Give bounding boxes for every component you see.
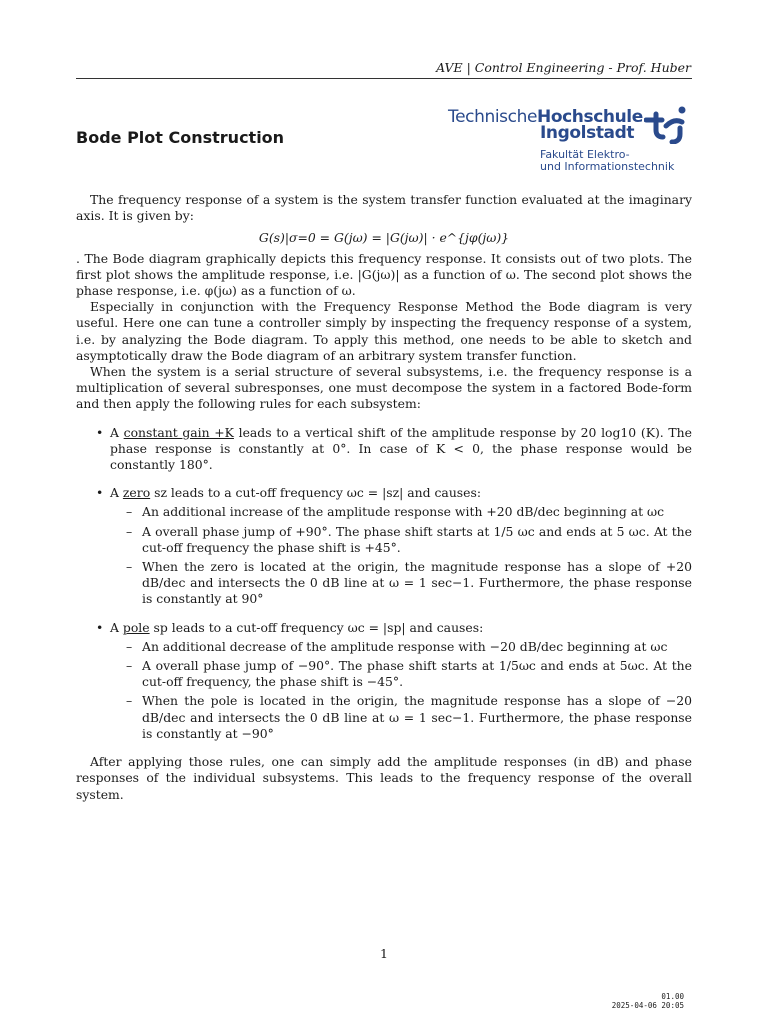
list-item: – When the pole is located in the origin, the magnitude response has a slope of −20 dB/dec and intersects the 0 dB line at ω = 1 sec−1. Furthermore, the phase response is constantly at −90°	[110, 693, 692, 742]
rule-constant-gain: • A constant gain +K leads to a vertical shift of the amplitude response by 20 log10 (K). The phase response is constantly at 0°. In case of K < 0, the phase response would be constantly 180°.	[76, 425, 692, 474]
version-stamp: 01.00 2025-04-06 20:05	[611, 992, 684, 1010]
page-number: 1	[380, 946, 388, 961]
bode-description-paragraph: . The Bode diagram graphically depicts this frequency response. It consists out of two plots. The first plot shows the amplitude response, i.e. |G(jω)| as a function of ω. The second plot shows the phase response, i.e. φ(jω) as a function of ω.	[76, 250, 692, 299]
conclusion-paragraph: After applying those rules, one can simply add the amplitude responses (in dB) and phase responses of the individual subsystems. This leads to the frequency response of the overall system.	[76, 754, 692, 802]
list-item: – An additional increase of the amplitude response with +20 dB/dec beginning at ωc	[110, 504, 692, 520]
serial-structure-paragraph: When the system is a serial structure of several subsystems, i.e. the frequency response is a multiplication of several subresponses, one must decompose the system in a factored Bode-form and then apply the following rules for each subsystem:	[76, 364, 692, 412]
logo-line-2: Ingolstadt	[540, 123, 635, 143]
rule-zero: • A zero sz leads to a cut-off frequency ωc = |sz| and causes: – An additional increase of the amplitude response with +20 dB/dec beginning at ωc – A overall phase jump of +90°. The phase shift starts at 1/5 ωc and ends at 5 ωc. At the cut-off frequency the phase shift is +45°. – When the zero is located at the origin, the magnitude response has a slope of +20 dB/dec and intersects the 0 dB line at ω = 1 sec−1. Furthermore, the phase response is constantly at 90°	[76, 485, 692, 607]
university-logo	[448, 102, 693, 172]
zero-effects-list	[110, 504, 692, 607]
list-item: – A overall phase jump of +90°. The phase shift starts at 1/5 ωc and ends at 5 ωc. At the cut-off frequency the phase shift is +45°.	[110, 524, 692, 556]
frequency-method-paragraph: Especially in conjunction with the Frequency Response Method the Bode diagram is very useful. Here one can tune a controller simply by inspecting the frequency response of a system, i.e. by analyzing the Bode diagram. To apply this method, one needs to be able to sketch and asymptotically draw the Bode diagram of an arbitrary system transfer function.	[76, 299, 692, 363]
rules-list	[76, 425, 692, 742]
header-rule	[76, 78, 692, 79]
running-title: AVE | Control Engineering - Prof. Huber	[436, 60, 691, 75]
thi-logo-mark-icon	[644, 104, 690, 144]
list-item: – An additional decrease of the amplitude response with −20 dB/dec beginning at ωc	[110, 639, 692, 655]
term-pole: pole	[122, 619, 150, 635]
intro-paragraph: The frequency response of a system is the system transfer function evaluated at the imaginary axis. It is given by:	[76, 192, 692, 224]
logo-line-1: TechnischeHochschule	[448, 107, 643, 127]
list-item: – When the zero is located at the origin, the magnitude response has a slope of +20 dB/dec and intersects the 0 dB line at ω = 1 sec−1. Furthermore, the phase response is constantly at 90°	[110, 559, 692, 608]
list-item: – A overall phase jump of −90°. The phase shift starts at 1/5ωc and ends at 5ωc. At the cut-off frequency, the phase shift is −45°.	[110, 658, 692, 690]
page-title: Bode Plot Construction	[76, 128, 285, 147]
pole-effects-list	[110, 639, 692, 742]
term-zero: zero	[122, 485, 151, 501]
frequency-response-formula: G(s)|σ=0 = G(jω) = |G(jω)| · e^{jφ(jω)}	[258, 230, 510, 246]
rule-pole: • A pole sp leads to a cut-off frequency ωc = |sp| and causes: – An additional decrease of the amplitude response with −20 dB/dec beginning at ωc – A overall phase jump of −90°. The phase shift starts at 1/5ωc and ends at 5ωc. At the cut-off frequency, the phase shift is −45°. – When the pole is located in the origin, the magnitude response has a slope of −20 dB/dec and intersects the 0 dB line at ω = 1 sec−1. Furthermore, the phase response is constantly at −90°	[76, 620, 692, 742]
logo-faculty: Fakultät Elektro- und Informationstechnik	[540, 148, 675, 173]
document-body	[76, 192, 692, 803]
term-constant-gain: constant gain +K	[123, 424, 234, 440]
